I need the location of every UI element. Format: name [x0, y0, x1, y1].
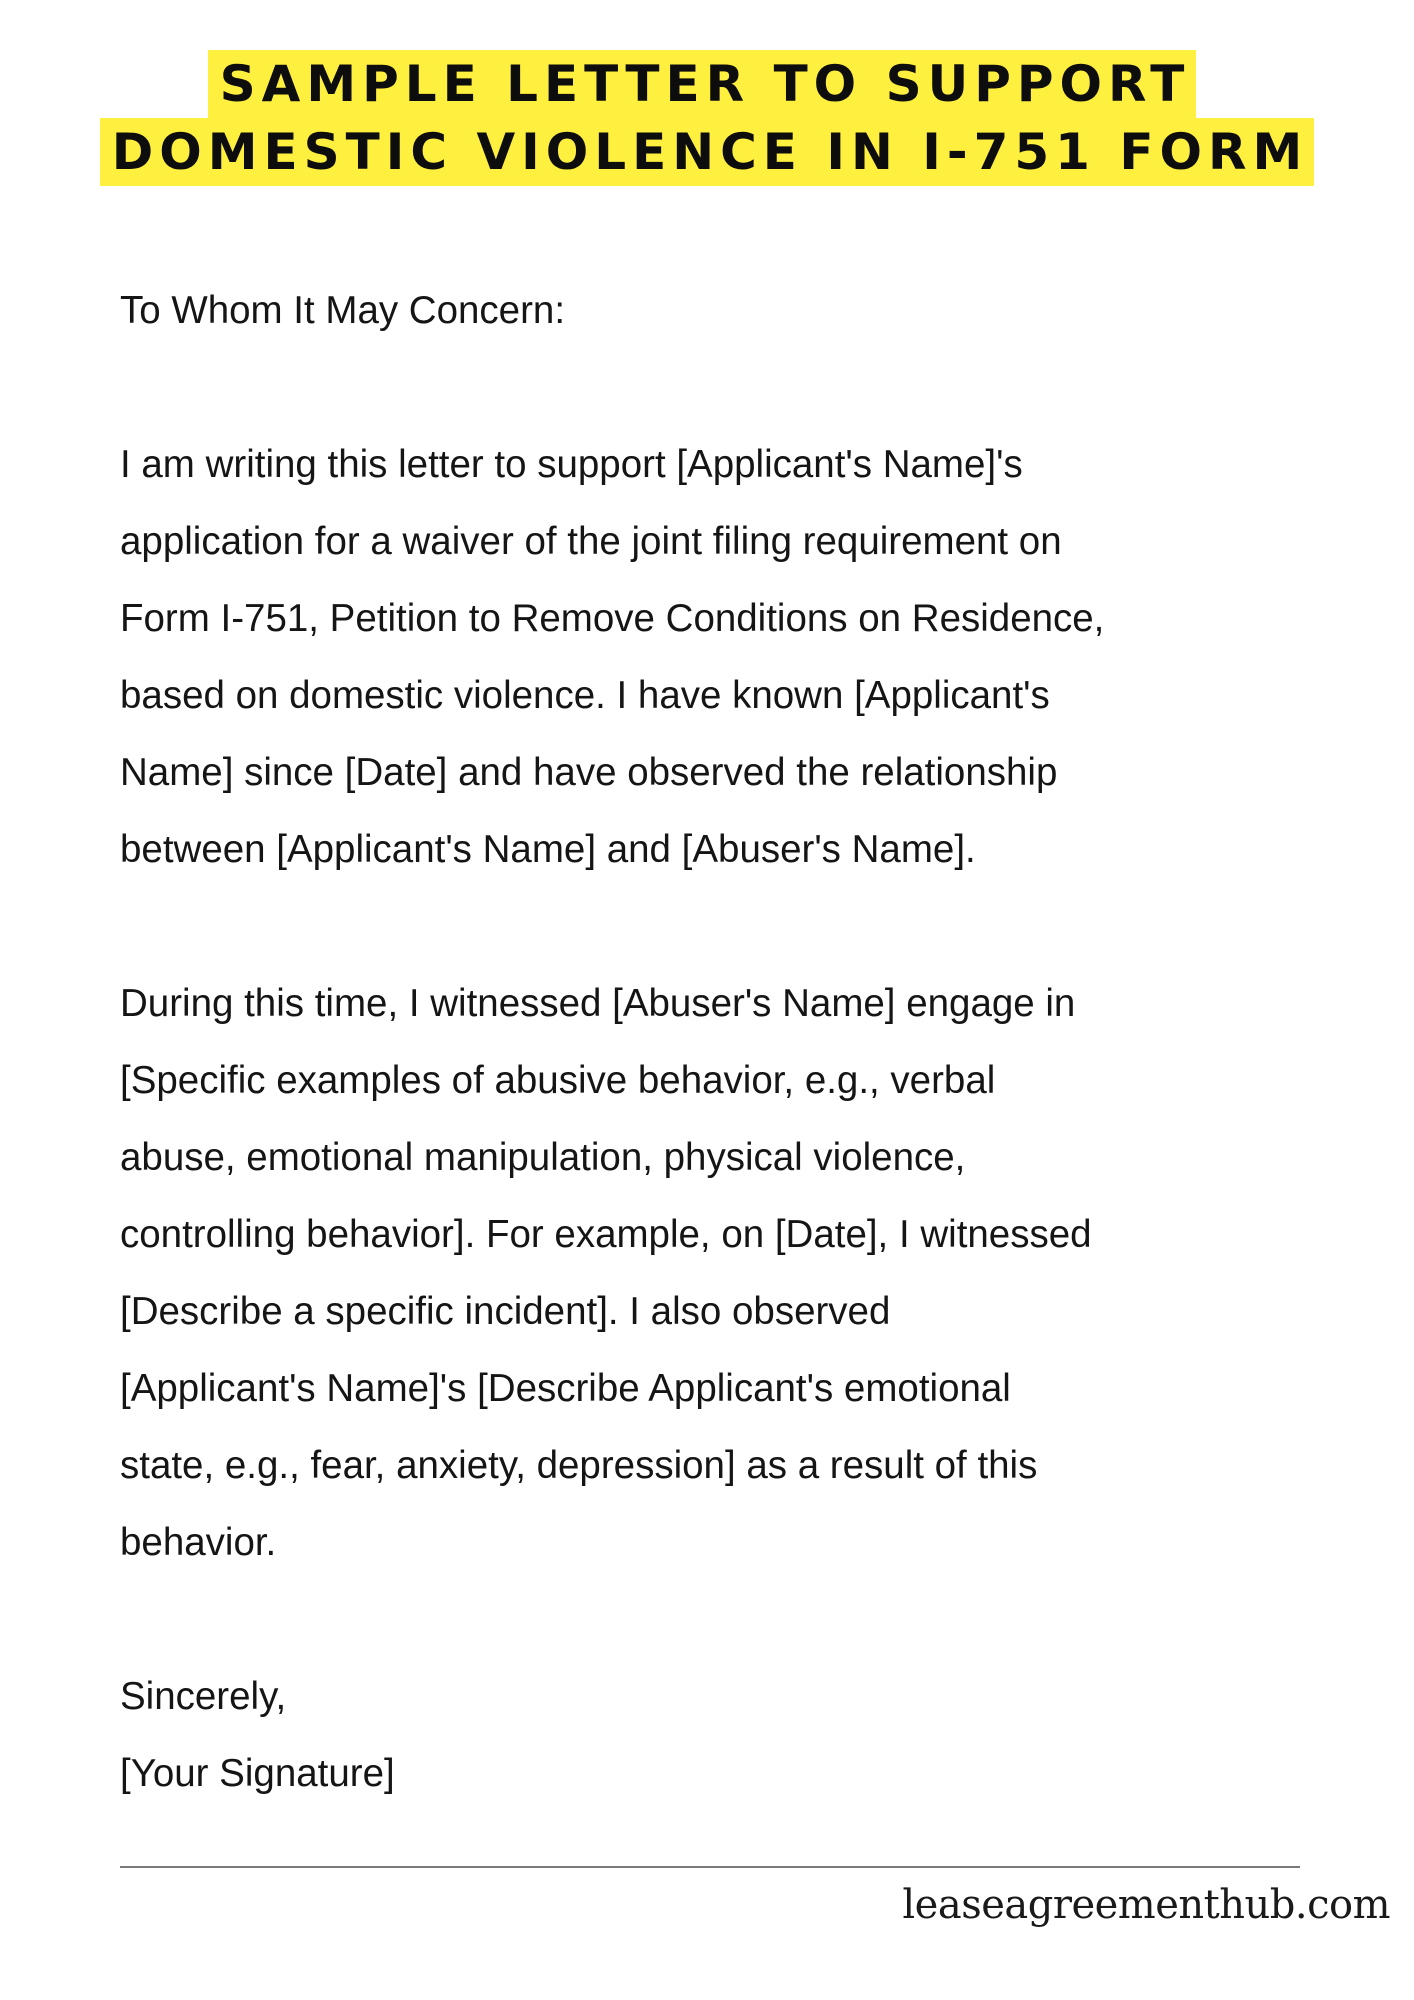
paragraph-2-line: controlling behavior]. For example, on [Date], I witnessed	[120, 1213, 1092, 1256]
footer-divider	[120, 1866, 1300, 1868]
footer-website: leaseagreementhub.com	[902, 1882, 1390, 1928]
paragraph-2-line: During this time, I witnessed [Abuser's Name] engage in	[120, 982, 1076, 1025]
paragraph-1	[120, 426, 1350, 888]
paragraph-2-line: state, e.g., fear, anxiety, depression] as a result of this	[120, 1444, 1038, 1487]
paragraph-1-line: I am writing this letter to support [Applicant's Name]'s	[120, 443, 1023, 486]
title-line-1: SAMPLE LETTER TO SUPPORT	[208, 50, 1197, 118]
signature-placeholder: [Your Signature]	[120, 1752, 395, 1795]
letter-body	[120, 272, 1350, 1812]
title-line-2: DOMESTIC VIOLENCE IN I-751 FORM	[100, 118, 1315, 186]
closing: Sincerely,	[120, 1675, 287, 1718]
paragraph-1-line: based on domestic violence. I have known [Applicant's	[120, 674, 1050, 717]
salutation: To Whom It May Concern:	[120, 289, 566, 332]
paragraph-2-line: abuse, emotional manipulation, physical violence,	[120, 1136, 966, 1179]
paragraph-1-line: Name] since [Date] and have observed the relationship	[120, 751, 1058, 794]
paragraph-1-line: between [Applicant's Name] and [Abuser's Name].	[120, 828, 976, 871]
paragraph-2-line: [Describe a specific incident]. I also observed	[120, 1290, 891, 1333]
paragraph-2-line: [Specific examples of abusive behavior, e.g., verbal	[120, 1059, 996, 1102]
paragraph-1-line: Form I-751, Petition to Remove Conditions on Residence,	[120, 597, 1105, 640]
paragraph-1-line: application for a waiver of the joint filing requirement on	[120, 520, 1062, 563]
document-title	[0, 50, 1414, 186]
paragraph-2-line: behavior.	[120, 1521, 277, 1564]
paragraph-2-line: [Applicant's Name]'s [Describe Applicant's emotional	[120, 1367, 1011, 1410]
paragraph-2	[120, 965, 1350, 1581]
